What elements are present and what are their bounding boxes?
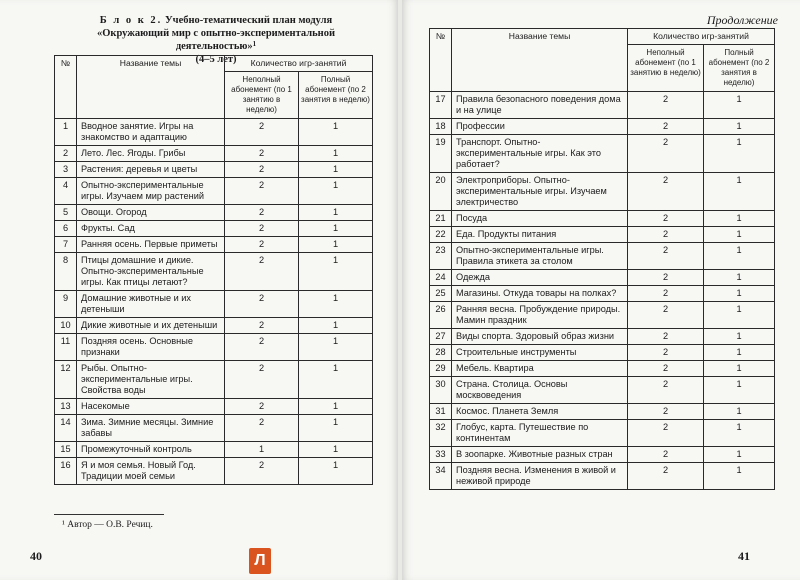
row-number: 17 bbox=[430, 92, 452, 119]
continued-label: Продолжение bbox=[706, 13, 778, 27]
row-full-count: 1 bbox=[299, 318, 373, 334]
row-partial-count: 2 bbox=[225, 178, 299, 205]
header-topic: Название темы bbox=[452, 29, 628, 92]
row-full-count: 1 bbox=[299, 162, 373, 178]
row-number: 25 bbox=[430, 286, 452, 302]
row-number: 24 bbox=[430, 270, 452, 286]
table-row bbox=[55, 442, 373, 458]
table-row bbox=[55, 205, 373, 221]
table-row bbox=[55, 221, 373, 237]
table-row bbox=[430, 135, 775, 173]
table-row bbox=[430, 243, 775, 270]
row-number: 5 bbox=[55, 205, 77, 221]
row-number: 27 bbox=[430, 329, 452, 345]
row-topic: Дикие животные и их детеныши bbox=[77, 318, 225, 334]
row-full-count: 1 bbox=[704, 211, 775, 227]
row-full-count: 1 bbox=[704, 447, 775, 463]
page-number-right: 41 bbox=[738, 549, 750, 563]
table-header-row bbox=[430, 29, 775, 45]
row-partial-count: 2 bbox=[628, 135, 704, 173]
table-row bbox=[430, 447, 775, 463]
row-topic: В зоопарке. Животные разных стран bbox=[452, 447, 628, 463]
row-full-count: 1 bbox=[299, 442, 373, 458]
table-row bbox=[55, 146, 373, 162]
table-row bbox=[430, 270, 775, 286]
row-full-count: 1 bbox=[299, 178, 373, 205]
row-number: 29 bbox=[430, 361, 452, 377]
row-number: 32 bbox=[430, 420, 452, 447]
row-number: 11 bbox=[55, 334, 77, 361]
header-count: Количество игр-занятий bbox=[628, 29, 775, 45]
row-number: 8 bbox=[55, 253, 77, 291]
page-number-left: 40 bbox=[30, 549, 42, 563]
header-num: № bbox=[430, 29, 452, 92]
row-topic: Ранняя осень. Первые приметы bbox=[77, 237, 225, 253]
row-full-count: 1 bbox=[299, 253, 373, 291]
row-full-count: 1 bbox=[704, 92, 775, 119]
row-topic: Страна. Столица. Основы москвоведения bbox=[452, 377, 628, 404]
table-row bbox=[430, 463, 775, 490]
header-partial: Неполный абонемент (по 1 занятию в неделю) bbox=[225, 72, 299, 119]
row-number: 7 bbox=[55, 237, 77, 253]
row-number: 1 bbox=[55, 119, 77, 146]
table-row bbox=[55, 318, 373, 334]
row-full-count: 1 bbox=[704, 270, 775, 286]
row-number: 28 bbox=[430, 345, 452, 361]
row-partial-count: 2 bbox=[225, 361, 299, 399]
table-row bbox=[55, 119, 373, 146]
table-row bbox=[55, 291, 373, 318]
row-partial-count: 2 bbox=[628, 329, 704, 345]
header-topic: Название темы bbox=[77, 56, 225, 119]
row-partial-count: 2 bbox=[225, 399, 299, 415]
age-range: (4–5 лет) bbox=[195, 54, 237, 65]
row-partial-count: 2 bbox=[628, 286, 704, 302]
row-topic: Рыбы. Опытно-экспериментальные игры. Свойства воды bbox=[77, 361, 225, 399]
row-number: 34 bbox=[430, 463, 452, 490]
row-full-count: 1 bbox=[299, 205, 373, 221]
row-number: 2 bbox=[55, 146, 77, 162]
table-row bbox=[430, 302, 775, 329]
row-number: 31 bbox=[430, 404, 452, 420]
block-title-text: Учебно-тематический план модуля bbox=[162, 15, 333, 26]
row-topic: Поздняя осень. Основные признаки bbox=[77, 334, 225, 361]
footnote-rule bbox=[54, 514, 164, 515]
row-number: 16 bbox=[55, 458, 77, 485]
row-full-count: 1 bbox=[704, 119, 775, 135]
table-row bbox=[55, 178, 373, 205]
row-full-count: 1 bbox=[704, 243, 775, 270]
row-partial-count: 2 bbox=[628, 243, 704, 270]
row-topic: Космос. Планета Земля bbox=[452, 404, 628, 420]
publisher-logo: Л bbox=[249, 548, 271, 574]
table-row bbox=[430, 119, 775, 135]
row-partial-count: 2 bbox=[628, 404, 704, 420]
row-partial-count: 2 bbox=[225, 162, 299, 178]
row-full-count: 1 bbox=[704, 329, 775, 345]
table-header-row bbox=[55, 56, 373, 72]
row-full-count: 1 bbox=[299, 399, 373, 415]
row-partial-count: 2 bbox=[225, 458, 299, 485]
row-number: 19 bbox=[430, 135, 452, 173]
row-partial-count: 2 bbox=[628, 345, 704, 361]
row-partial-count: 2 bbox=[628, 361, 704, 377]
row-topic: Электроприборы. Опытно-экспериментальные игры. Изучаем электричество bbox=[452, 173, 628, 211]
table-row bbox=[430, 329, 775, 345]
module-name: «Окружающий мир с опытно-экспериментальной деятельностью» bbox=[96, 28, 336, 52]
table-row bbox=[55, 162, 373, 178]
block-title-line bbox=[56, 14, 376, 27]
row-number: 6 bbox=[55, 221, 77, 237]
row-topic: Промежуточный контроль bbox=[77, 442, 225, 458]
row-topic: Мебель. Квартира bbox=[452, 361, 628, 377]
row-number: 21 bbox=[430, 211, 452, 227]
row-full-count: 1 bbox=[704, 173, 775, 211]
table-row bbox=[55, 415, 373, 442]
row-topic: Правила безопасного поведения дома и на улице bbox=[452, 92, 628, 119]
row-partial-count: 2 bbox=[628, 119, 704, 135]
row-topic: Посуда bbox=[452, 211, 628, 227]
row-topic: Глобус, карта. Путешествие по континентам bbox=[452, 420, 628, 447]
row-partial-count: 2 bbox=[628, 227, 704, 243]
right-page bbox=[402, 0, 800, 580]
row-topic: Поздняя весна. Изменения в живой и неживой природе bbox=[452, 463, 628, 490]
row-topic: Ранняя весна. Пробуждение природы. Мамин праздник bbox=[452, 302, 628, 329]
row-partial-count: 2 bbox=[628, 173, 704, 211]
row-topic: Строительные инструменты bbox=[452, 345, 628, 361]
row-partial-count: 2 bbox=[225, 221, 299, 237]
row-number: 15 bbox=[55, 442, 77, 458]
row-partial-count: 2 bbox=[225, 237, 299, 253]
row-topic: Еда. Продукты питания bbox=[452, 227, 628, 243]
row-full-count: 1 bbox=[704, 463, 775, 490]
header-partial: Неполный абонемент (по 1 занятию в неделю) bbox=[628, 45, 704, 92]
row-partial-count: 1 bbox=[225, 442, 299, 458]
table-row bbox=[55, 334, 373, 361]
row-full-count: 1 bbox=[299, 415, 373, 442]
block-prefix: Б л о к 2. bbox=[99, 15, 163, 26]
row-topic: Растения: деревья и цветы bbox=[77, 162, 225, 178]
row-topic: Виды спорта. Здоровый образ жизни bbox=[452, 329, 628, 345]
row-number: 18 bbox=[430, 119, 452, 135]
row-number: 9 bbox=[55, 291, 77, 318]
row-number: 23 bbox=[430, 243, 452, 270]
table-row bbox=[430, 361, 775, 377]
row-number: 14 bbox=[55, 415, 77, 442]
row-full-count: 1 bbox=[299, 146, 373, 162]
row-partial-count: 2 bbox=[628, 211, 704, 227]
module-name-line bbox=[56, 27, 376, 53]
row-topic: Птицы домашние и дикие. Опытно-экспериментальные игры. Как птицы летают? bbox=[77, 253, 225, 291]
header-count: Количество игр-занятий bbox=[225, 56, 373, 72]
table-row bbox=[430, 227, 775, 243]
row-topic: Насекомые bbox=[77, 399, 225, 415]
row-topic: Транспорт. Опытно-экспериментальные игры. Как это работает? bbox=[452, 135, 628, 173]
row-number: 30 bbox=[430, 377, 452, 404]
row-number: 20 bbox=[430, 173, 452, 211]
row-full-count: 1 bbox=[299, 221, 373, 237]
row-topic: Вводное занятие. Игры на знакомство и адаптацию bbox=[77, 119, 225, 146]
row-partial-count: 2 bbox=[225, 415, 299, 442]
row-full-count: 1 bbox=[299, 361, 373, 399]
row-partial-count: 2 bbox=[628, 447, 704, 463]
header-full: Полный абонемент (по 2 занятия в неделю) bbox=[704, 45, 775, 92]
row-number: 4 bbox=[55, 178, 77, 205]
row-partial-count: 2 bbox=[628, 420, 704, 447]
row-partial-count: 2 bbox=[628, 463, 704, 490]
row-full-count: 1 bbox=[299, 458, 373, 485]
row-partial-count: 2 bbox=[628, 302, 704, 329]
row-full-count: 1 bbox=[704, 227, 775, 243]
row-full-count: 1 bbox=[704, 135, 775, 173]
row-partial-count: 2 bbox=[225, 318, 299, 334]
row-topic: Опытно-экспериментальные игры. Изучаем мир растений bbox=[77, 178, 225, 205]
row-topic: Фрукты. Сад bbox=[77, 221, 225, 237]
table-row bbox=[55, 237, 373, 253]
row-partial-count: 2 bbox=[628, 270, 704, 286]
plan-table-right bbox=[429, 28, 775, 490]
row-number: 13 bbox=[55, 399, 77, 415]
table-row bbox=[430, 286, 775, 302]
table-row bbox=[430, 211, 775, 227]
row-number: 10 bbox=[55, 318, 77, 334]
table-row bbox=[430, 173, 775, 211]
row-topic: Одежда bbox=[452, 270, 628, 286]
row-full-count: 1 bbox=[704, 377, 775, 404]
row-full-count: 1 bbox=[704, 286, 775, 302]
table-body-right bbox=[430, 92, 775, 490]
row-full-count: 1 bbox=[704, 302, 775, 329]
row-partial-count: 2 bbox=[225, 291, 299, 318]
plan-table-left bbox=[54, 55, 373, 485]
row-partial-count: 2 bbox=[628, 92, 704, 119]
row-full-count: 1 bbox=[704, 345, 775, 361]
row-topic: Опытно-экспериментальные игры. Правила этикета за столом bbox=[452, 243, 628, 270]
footnote-text: ¹ Автор — О.В. Речиц. bbox=[62, 520, 153, 530]
row-number: 12 bbox=[55, 361, 77, 399]
header-full: Полный абонемент (по 2 занятия в неделю) bbox=[299, 72, 373, 119]
row-topic: Домашние животные и их детеныши bbox=[77, 291, 225, 318]
row-partial-count: 2 bbox=[628, 377, 704, 404]
footnote-mark: 1 bbox=[252, 40, 257, 48]
table-row bbox=[430, 420, 775, 447]
table-body-left bbox=[55, 119, 373, 485]
row-partial-count: 2 bbox=[225, 205, 299, 221]
table-row bbox=[55, 253, 373, 291]
table-row bbox=[55, 399, 373, 415]
row-number: 3 bbox=[55, 162, 77, 178]
row-topic: Профессии bbox=[452, 119, 628, 135]
row-topic: Лето. Лес. Ягоды. Грибы bbox=[77, 146, 225, 162]
row-full-count: 1 bbox=[704, 361, 775, 377]
row-full-count: 1 bbox=[704, 404, 775, 420]
table-row bbox=[55, 361, 373, 399]
table-row bbox=[55, 458, 373, 485]
row-topic: Магазины. Откуда товары на полках? bbox=[452, 286, 628, 302]
table-row bbox=[430, 345, 775, 361]
row-number: 26 bbox=[430, 302, 452, 329]
row-partial-count: 2 bbox=[225, 253, 299, 291]
row-partial-count: 2 bbox=[225, 334, 299, 361]
row-topic: Овощи. Огород bbox=[77, 205, 225, 221]
row-full-count: 1 bbox=[299, 237, 373, 253]
header-num: № bbox=[55, 56, 77, 119]
table-row bbox=[430, 404, 775, 420]
row-number: 33 bbox=[430, 447, 452, 463]
row-full-count: 1 bbox=[704, 420, 775, 447]
row-topic: Зима. Зимние месяцы. Зимние забавы bbox=[77, 415, 225, 442]
row-partial-count: 2 bbox=[225, 119, 299, 146]
left-page bbox=[0, 0, 398, 580]
row-topic: Я и моя семья. Новый Год. Традиции моей семьи bbox=[77, 458, 225, 485]
table-row bbox=[430, 377, 775, 404]
row-full-count: 1 bbox=[299, 291, 373, 318]
row-full-count: 1 bbox=[299, 334, 373, 361]
table-row bbox=[430, 92, 775, 119]
row-full-count: 1 bbox=[299, 119, 373, 146]
row-partial-count: 2 bbox=[225, 146, 299, 162]
row-number: 22 bbox=[430, 227, 452, 243]
